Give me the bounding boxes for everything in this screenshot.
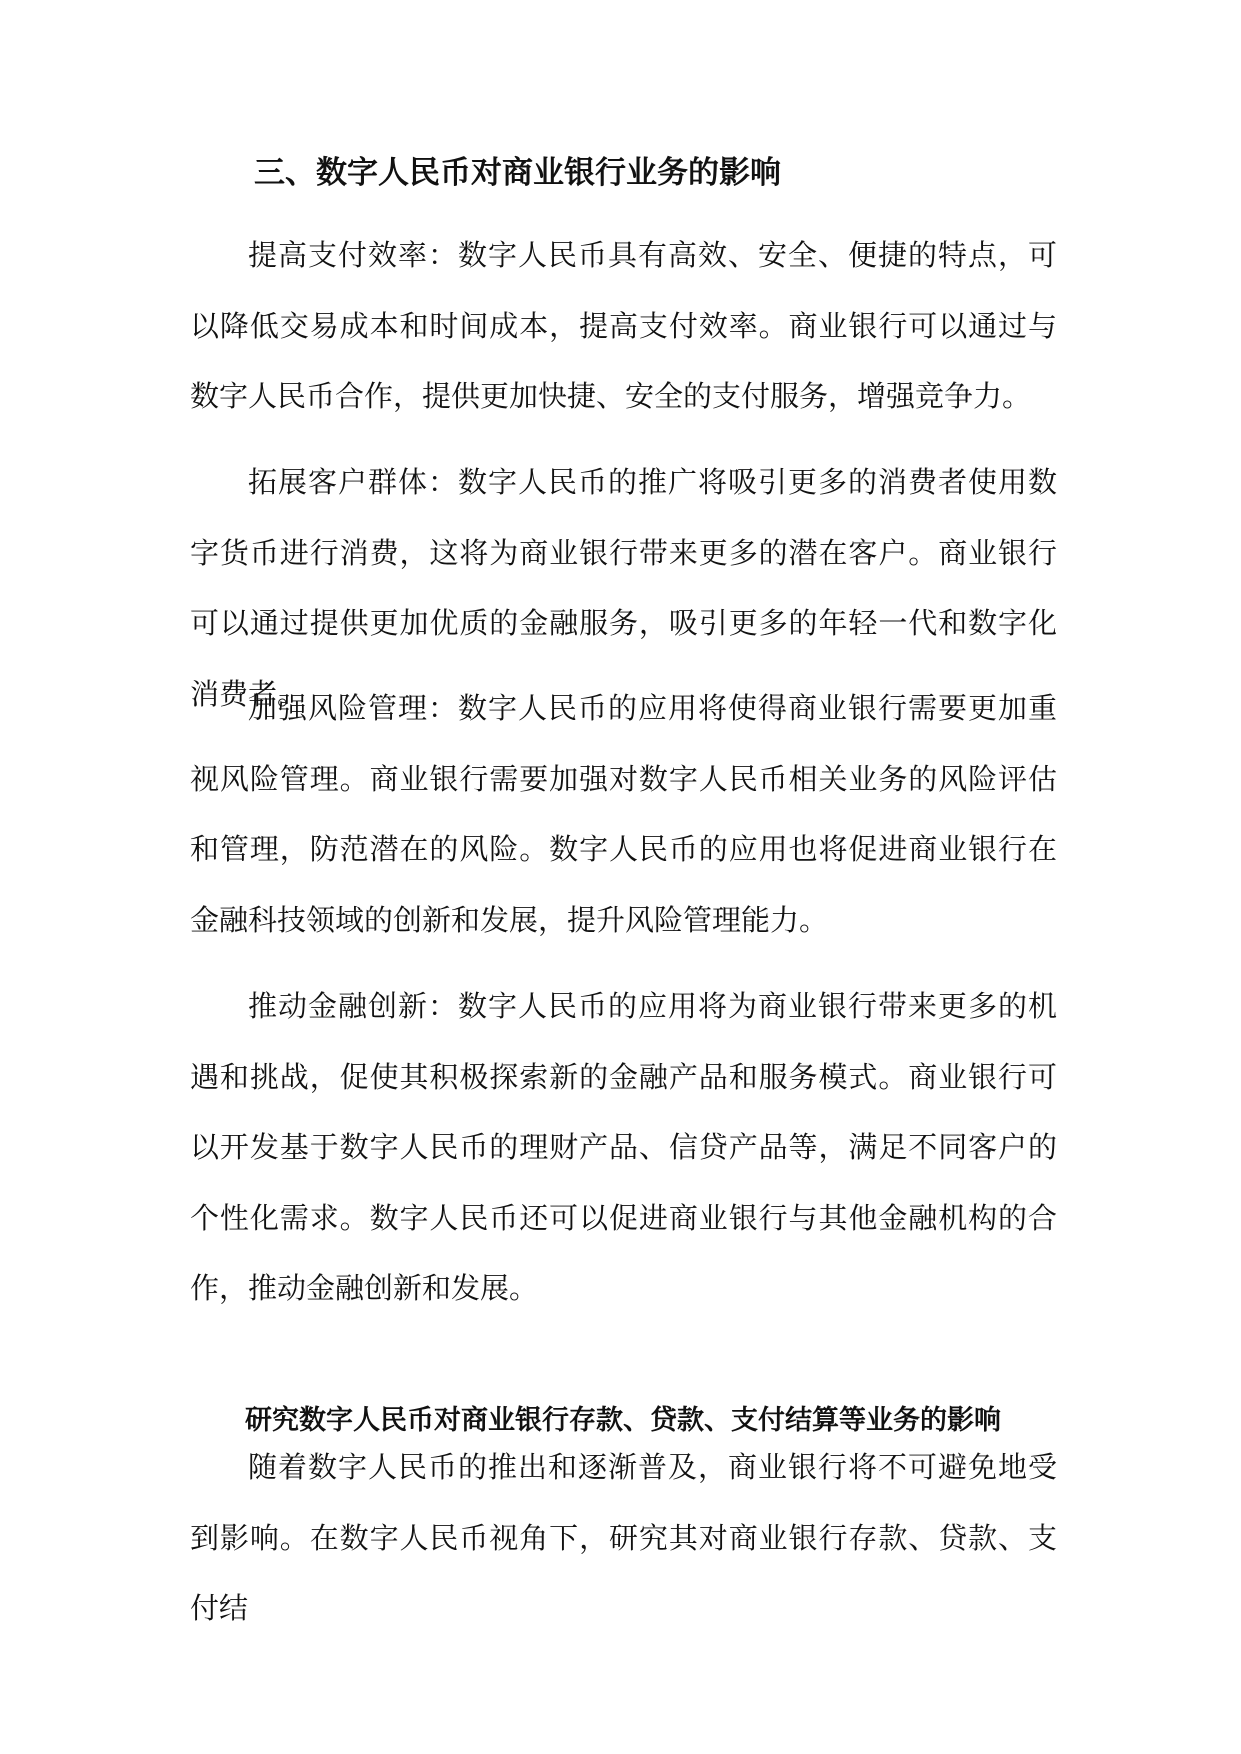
paragraph-risk-management: 加强风险管理：数字人民币的应用将使得商业银行需要更加重视风险管理。商业银行需要加强对数字人民币相关业务的风险评估和管理，防范潜在的风险。数字人民币的应用也将促进商业银行在金融科技领域的创新和发展，提升风险管理能力。: [190, 691, 1057, 937]
subsection-heading: 研究数字人民币对商业银行存款、贷款、支付结算等业务的影响: [245, 1405, 1001, 1436]
paragraph-customer-expansion: 拓展客户群体：数字人民币的推广将吸引更多的消费者使用数字货币进行消费，这将为商业银行带来更多的潜在客户。商业银行可以通过提供更加优质的金融服务，吸引更多的年轻一代和数字化消费者。: [190, 465, 1057, 711]
section-heading: 三、数字人民币对商业银行业务的影响: [254, 155, 781, 191]
paragraph-payment-efficiency: 提高支付效率：数字人民币具有高效、安全、便捷的特点，可以降低交易成本和时间成本，提高支付效率。商业银行可以通过与数字人民币合作，提供更加快捷、安全的支付服务，增强竞争力。: [190, 238, 1057, 413]
paragraph-financial-innovation: 推动金融创新：数字人民币的应用将为商业银行带来更多的机遇和挑战，促使其积极探索新的金融产品和服务模式。商业银行可以开发基于数字人民币的理财产品、信贷产品等，满足不同客户的个性化需求。数字人民币还可以促进商业银行与其他金融机构的合作，推动金融创新和发展。: [190, 989, 1057, 1305]
paragraph-subsection-intro: 随着数字人民币的推出和逐渐普及，商业银行将不可避免地受到影响。在数字人民币视角下，研究其对商业银行存款、贷款、支付结: [190, 1450, 1057, 1625]
